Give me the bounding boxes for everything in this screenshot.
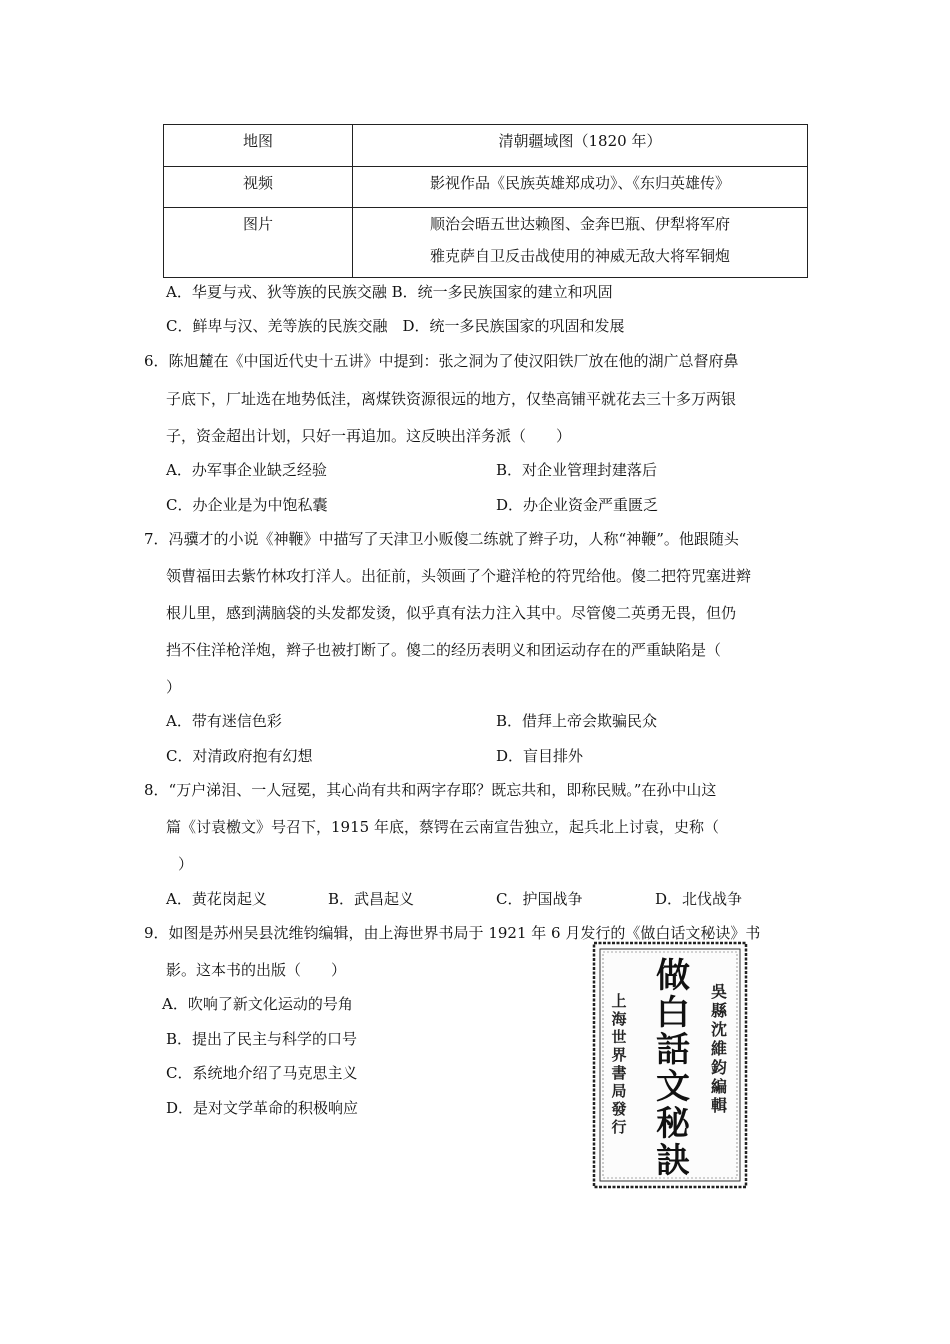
option-b: B．对企业管理封建落后 [496,461,658,479]
option-b: B．借拜上帝会欺骗民众 [496,712,658,730]
table-row [164,207,807,278]
table-cell-content: 清朝疆域图（1820 年） [498,132,662,150]
option-d: D．是对文学革命的积极响应 [166,1099,359,1117]
option-c: C．系统地介绍了马克思主义 [166,1064,358,1082]
option-a: A．办军事企业缺乏经验 [166,461,327,479]
table-cell-label: 视频 [242,174,273,192]
option-c: C．对清政府抱有幻想 [166,747,313,765]
option-a: A．黄花岗起义 [166,890,267,908]
question-text: 6．陈旭麓在《中国近代史十五讲》中提到：张之洞为了使汉阳铁厂放在他的湖广总督府鼻 [144,352,739,370]
question-text: 领曹福田去紫竹林攻打洋人。出征前，头领画了个避洋枪的符咒给他。傻二把符咒塞进辫 [166,567,752,585]
option-b: B．武昌起义 [328,890,415,908]
option-d: D．办企业资金严重匮乏 [496,496,659,514]
option-line: C．鲜卑与汉、羌等族的民族交融 D．统一多民族国家的巩固和发展 [166,317,625,335]
question-text: 9．如图是苏州吴县沈维钧编辑，由上海世界书局于 1921 年 6 月发行的《做白话文秘诀》书 [144,924,761,942]
option-c: C．办企业是为中饱私囊 [166,496,328,514]
question-text: 子底下，厂址选在地势低洼，离煤铁资源很远的地方，仅垫高铺平就花去三十多万两银 [166,390,737,408]
option-a: A．吹响了新文化运动的号角 [162,995,353,1013]
question-text: 篇《讨袁檄文》号召下，1915 年底，蔡锷在云南宣告独立，起兵北上讨袁，史称（ [166,818,719,836]
option-line: A．华夏与戎、狄等族的民族交融 B．统一多民族国家的建立和巩固 [166,283,613,301]
table-cell-content: 顺治会晤五世达赖图、金奔巴瓶、伊犁将军府 [429,215,730,233]
question-text: 挡不住洋枪洋炮，辫子也被打断了。傻二的经历表明义和团运动存在的严重缺陷是（ [166,641,722,659]
cover-title: 做 白 話 文 秘 訣 [656,956,690,1181]
table-cell-content: 影视作品《民族英雄郑成功》、《东归英雄传》 [429,174,730,192]
table-row [164,166,807,207]
table-cell-label: 图片 [242,215,273,233]
resource-table [163,124,808,278]
cover-publisher: 上 海 世 界 書 局 發 行 [611,992,627,1136]
option-d: D．盲目排外 [496,747,584,765]
question-text: ） [178,855,194,873]
cover-author: 吳 縣 沈 維 鈞 編 輯 [710,982,727,1115]
table-cell-label: 地图 [242,132,273,150]
option-b: B．提出了民主与科学的口号 [166,1030,358,1048]
question-text: 影。这本书的出版（ ） [166,961,347,979]
option-d: D．北伐战争 [655,890,743,908]
question-text: 子，资金超出计划，只好一再追加。这反映出洋务派（ ） [166,427,572,445]
option-a: A．带有迷信色彩 [166,712,282,730]
table-cell-content: 雅克萨自卫反击战使用的神威无敌大将军铜炮 [429,247,730,265]
option-c: C．护国战争 [496,890,583,908]
question-text: ） [166,678,182,696]
question-text: 根儿里，感到满脑袋的头发都发烫，似乎真有法力注入其中。尽管傻二英勇无畏，但仍 [166,604,737,622]
table-row [164,125,807,166]
question-text: 8．“万户涕泪、一人冠冕，其心尚有共和两字存耶？既忘共和，即称民贼。”在孙中山这 [144,781,717,799]
question-text: 7．冯骥才的小说《神鞭》中描写了天津卫小贩傻二练就了辫子功，人称“神鞭”。他跟随头 [144,530,739,548]
book-cover-image [591,940,749,1190]
